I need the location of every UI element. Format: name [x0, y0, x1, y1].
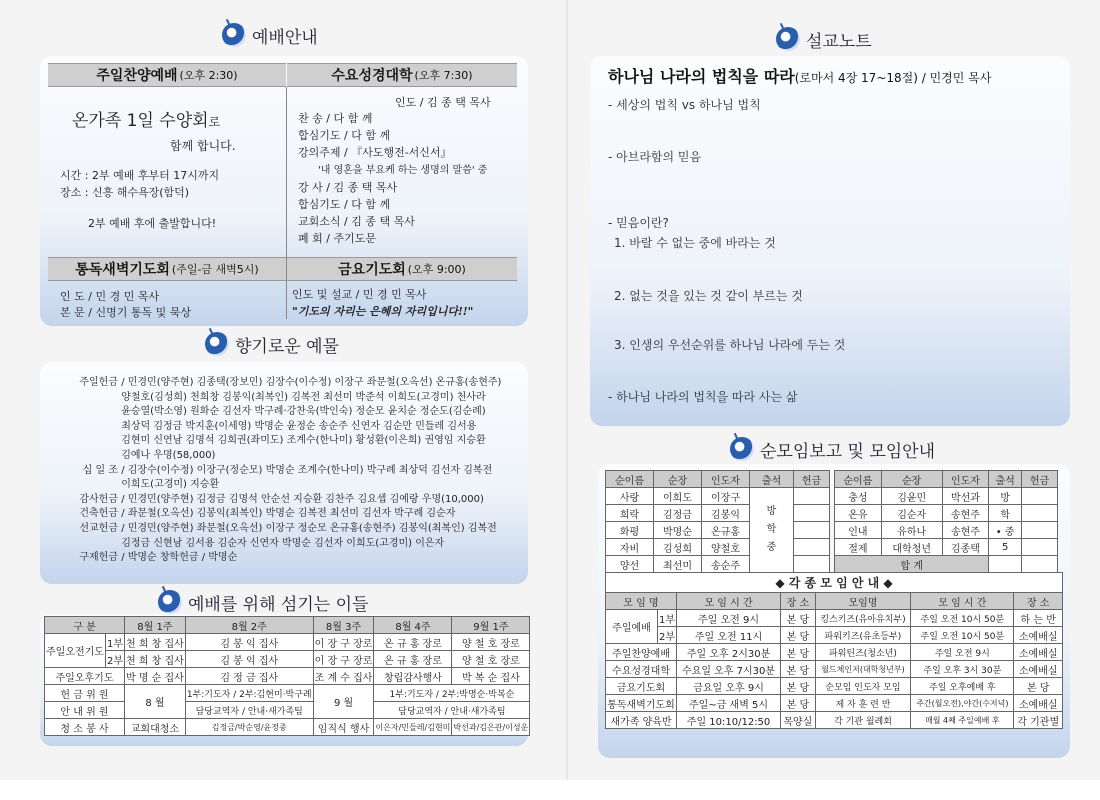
wed-line-0: 인도 / 김 종 택 목사	[395, 96, 491, 109]
table-cell: 목양실	[781, 712, 816, 729]
table-cell: 송현주	[942, 505, 989, 522]
table-cell: 파워키즈(유초등부)	[815, 627, 911, 644]
table-cell: 헌 금 위 원	[45, 685, 125, 702]
table-cell: 주일 오전 9시	[911, 644, 1014, 661]
sermon-heading	[776, 26, 872, 52]
table-cell: • 중	[989, 522, 1022, 539]
table-row	[606, 678, 1063, 695]
table-cell: 1부:기도자 / 2부:박명순·박복순	[374, 685, 530, 702]
table-cell: 새가족 양육반	[606, 712, 677, 729]
table-cell	[794, 488, 830, 505]
offering-heading	[205, 331, 339, 357]
table-cell: 김 정 금 집사	[185, 668, 313, 685]
wed-line-7: 교회소식 / 김 종 택 목사	[298, 215, 415, 228]
table-cell: 주일오후기도	[45, 668, 125, 685]
table-cell: 김종택	[942, 539, 989, 556]
table-cell	[794, 556, 830, 573]
table-cell: 안 내 위 원	[45, 702, 125, 719]
table-cell: 주일 오후 2시30분	[677, 644, 781, 661]
table-cell: 이은자/민들레/김현미	[374, 719, 452, 736]
table-cell: 온규홍	[702, 522, 750, 539]
offering-row: 윤승열(박소영) 원화순 김선자 박구례·강찬욱(박인숙) 정순모 윤치순 정순도(김순례)	[121, 406, 486, 418]
sermon-point: - 하나님 나라의 법칙을 따라 사는 삶	[608, 390, 798, 404]
table-cell: 주일 오전 10시 50분	[911, 627, 1014, 644]
table-cell: 절제	[835, 539, 882, 556]
dawn-line-0: 인 도 / 민 경 민 목사	[60, 290, 160, 303]
offering-row: 양철호(김성희) 천희창 김봉익(최복인) 김복전 최선미 박준석 이희도(고경미) 천사라	[121, 391, 486, 403]
table-cell: 유하나	[881, 522, 942, 539]
offering-row: 주일헌금 / 민경민(양주현) 김종택(장보민) 김장수(이수정) 이장구 좌문철(오옥선) 온규홍(송현주)	[79, 377, 502, 388]
table-row	[45, 702, 530, 719]
sermon-point: - 세상의 법칙 vs 하나님 법칙	[608, 98, 761, 112]
table-cell: 청 소 봉 사	[45, 719, 125, 736]
table-cell: 천 희 창 집사	[125, 634, 186, 651]
table-cell: 방	[989, 488, 1022, 505]
table-cell: 소예배실	[1014, 661, 1063, 678]
table-cell: 사랑	[606, 488, 654, 505]
friday-title: 금요기도회	[338, 262, 406, 278]
table-cell: 제 자 훈 련 반	[815, 695, 911, 712]
table-cell: 김 봉 익 집사	[185, 634, 313, 651]
sermon-point: - 믿음이란?	[608, 216, 669, 230]
friday-time: (오후 9:00)	[407, 263, 466, 276]
table-row	[606, 505, 830, 522]
table-cell: 8 월	[125, 685, 186, 719]
table-cell: 주일 오전 9시	[677, 610, 781, 627]
table-row	[606, 556, 830, 573]
table-row	[835, 471, 1058, 488]
worship-heading-text: 예배안내	[252, 27, 318, 48]
dawn-line-1: 본 문 / 신명기 통독 및 묵상	[60, 306, 191, 319]
table-cell: 온 규 홍 장로	[374, 651, 452, 668]
table-header: 모 임 시 간	[911, 593, 1014, 610]
table-header: 8월 2주	[185, 617, 313, 634]
offering-heading-text: 향기로운 예물	[235, 336, 339, 357]
offering-row: 김예나 우명(58,000)	[121, 449, 216, 461]
offering-row: 이희도(고경미) 지승환	[121, 479, 220, 491]
servers-heading-text: 예배를 위해 섬기는 이들	[188, 594, 369, 615]
table-row	[606, 522, 830, 539]
table-cell: 주일 오전 10시 50분	[911, 610, 1014, 627]
table-cell: 주일~금 새벽 5시	[677, 695, 781, 712]
table-cell: 이장구	[702, 488, 750, 505]
table-header: 헌금	[794, 471, 830, 488]
table-header: 순장	[881, 471, 942, 488]
table-cell: 김윤민	[881, 488, 942, 505]
table-row	[606, 712, 1063, 729]
table-cell: 금요기도회	[606, 678, 677, 695]
table-cell	[989, 556, 1022, 573]
table-cell: 양 철 호 장로	[452, 651, 530, 668]
offering-row: 선교헌금 / 민경민(양주현) 좌문철(오옥선) 이장구 정순모 온규홍(송현주) 김봉익(최복인) 김복전	[79, 522, 497, 534]
table-cell: 본 당	[781, 661, 816, 678]
dawn-time: (주일-금 새벽5시)	[171, 263, 259, 276]
lightbulb-icon	[222, 23, 246, 47]
lightbulb-icon	[205, 332, 229, 356]
table-header: 출석	[989, 471, 1022, 488]
table-cell	[794, 505, 830, 522]
worship-divider	[286, 87, 287, 319]
table-cell: 2부	[658, 627, 677, 644]
dawn-header	[48, 257, 286, 281]
table-row	[606, 661, 1063, 678]
table-cell: 주일오전기도	[45, 634, 106, 668]
table-cell: 순모임 인도자 모임	[815, 678, 911, 695]
sermon-point: - 아브라함의 믿음	[608, 150, 702, 164]
table-cell: 송순주	[702, 556, 750, 573]
table-cell: 이희도	[654, 488, 702, 505]
table-cell: 온유	[835, 505, 882, 522]
sermon-title: 하나님 나라의 법칙을 따라(로마서 4장 17~18절) / 민경민 목사	[608, 67, 992, 86]
table-cell: 창립감사행사	[374, 668, 452, 685]
table-cell: 박명순	[654, 522, 702, 539]
table-row	[606, 488, 830, 505]
table-cell: 박선과/김은관/이성운	[452, 719, 530, 736]
table-cell: 온 규 홍 장로	[374, 634, 452, 651]
table-cell: 주일찬양예배	[606, 644, 677, 661]
table-cell: 1부:기도자 / 2부:김현미·박구례	[185, 685, 313, 702]
table-cell: 박선과	[942, 488, 989, 505]
table-cell: 소예배실	[1014, 644, 1063, 661]
table-cell: 주간(월오전),야간(수저녁)	[911, 695, 1014, 712]
table-cell: 주일예배	[606, 610, 658, 644]
friday-header	[287, 257, 517, 281]
wed-line-5: 강 사 / 김 종 택 목사	[298, 181, 398, 194]
sermon-point: 1. 바랄 수 없는 중에 바라는 것	[614, 236, 776, 250]
table-cell: 킹스키즈(유아유치부)	[815, 610, 911, 627]
cells-heading-text: 순모임보고 및 모임안내	[760, 441, 936, 462]
table-header: 장 소	[1014, 593, 1063, 610]
servers-heading	[158, 589, 368, 615]
table-header: 8월 1주	[125, 617, 186, 634]
lightbulb-icon	[158, 590, 182, 614]
sunday-choir-time: (오후 2:30)	[179, 69, 238, 82]
table-header: 순이름	[606, 471, 654, 488]
wed-line-3: 강의주제 / 『사도행전-서신서』	[298, 146, 452, 159]
table-cell: 본 당	[1014, 678, 1063, 695]
table-cell: 방 학 중	[750, 488, 794, 573]
table-row	[606, 627, 1063, 644]
offering-row: 김정금 신현남 김서용 김순자 신연자 박명순 김선자 이희도(고경미) 이은자	[121, 537, 445, 549]
wed-line-4: '내 영혼을 부요케 하는 생명의 말씀' 중	[318, 165, 488, 176]
table-cell: 천 희 창 집사	[125, 651, 186, 668]
table-cell: 김순자	[881, 505, 942, 522]
offering-row: 최상덕 김정금 박지훈(이세영) 박명순 윤정순 송순주 신연자 김순만 민들레 김서용	[121, 420, 477, 432]
table-cell: 담당교역자 / 안내·새가족팀	[374, 702, 530, 719]
table-cell	[1022, 556, 1058, 573]
table-cell: 매월 4째 주일예배 후	[911, 712, 1014, 729]
sermon-point: 3. 인생의 우선순위를 하나님 나라에 두는 것	[614, 338, 846, 352]
table-row	[45, 685, 530, 702]
retreat-place: 장소 : 신흥 해수욕장(함덕)	[60, 186, 190, 199]
offering-row: 십 일 조 / 김장수(이수정) 이장구(정순모) 박명순 조계수(한나미) 박구례 최상덕 김선자 김복전	[82, 464, 493, 476]
table-cell	[794, 539, 830, 556]
table-cell: 1부	[658, 610, 677, 627]
table-cell	[1022, 488, 1058, 505]
table-header: 8월 4주	[374, 617, 452, 634]
table-header: 인도자	[702, 471, 750, 488]
table-header: 장 소	[781, 593, 816, 610]
table-cell: 9 월	[313, 685, 374, 719]
table-cell: 이 장 구 장로	[313, 651, 374, 668]
table-cell: 본 당	[781, 678, 816, 695]
table-row	[606, 471, 830, 488]
retreat-line2: 함께 합니다.	[170, 139, 236, 153]
table-cell: 화평	[606, 522, 654, 539]
table-cell: 송현주	[942, 522, 989, 539]
table-cell: 조 계 수 집사	[313, 668, 374, 685]
table-row	[835, 556, 1058, 573]
table-header: 순장	[654, 471, 702, 488]
table-cell: 2부	[105, 651, 124, 668]
table-cell: 주일 오후 3시 30분	[911, 661, 1014, 678]
table-cell: 주일 오전 11시	[677, 627, 781, 644]
table-cell: 월드체인저(대학청년부)	[815, 661, 911, 678]
table-cell: 희락	[606, 505, 654, 522]
table-row	[45, 719, 530, 736]
table-header: 순이름	[835, 471, 882, 488]
offering-row: 구제헌금 / 박명순 창학헌금 / 박명순	[79, 552, 238, 564]
cells-table-left	[605, 470, 830, 573]
table-row	[835, 539, 1058, 556]
table-cell	[794, 522, 830, 539]
table-cell: 주일 오후예배 후	[911, 678, 1014, 695]
table-cell: 1부	[105, 634, 124, 651]
cells-table-right	[834, 470, 1058, 573]
table-cell: 금요일 오후 9시	[677, 678, 781, 695]
table-cell: 각 기관별	[1014, 712, 1063, 729]
table-row	[45, 651, 530, 668]
bottom-margin	[0, 780, 1100, 800]
friday-line-0: 인도 및 설교 / 민 경 민 목사	[292, 288, 427, 301]
sunday-choir-header	[48, 63, 286, 87]
table-header: 헌금	[1022, 471, 1058, 488]
table-header: 모임명	[815, 593, 911, 610]
table-cell: 대학청년	[881, 539, 942, 556]
table-cell: 김성희	[654, 539, 702, 556]
retreat-title: 온가족 1일 수양회로	[72, 111, 221, 131]
table-cell: 수요성경대학	[606, 661, 677, 678]
wednesday-time: (오후 7:30)	[414, 69, 473, 82]
table-cell: 학	[989, 505, 1022, 522]
fold-divider	[566, 0, 568, 780]
table-row	[606, 695, 1063, 712]
dawn-title: 통독새벽기도회	[75, 262, 170, 278]
wed-line-6: 합심기도 / 다 함 께	[298, 198, 391, 211]
table-cell: 김봉익	[702, 505, 750, 522]
table-cell: 5	[989, 539, 1022, 556]
table-cell: 주일 10:10/12:50	[677, 712, 781, 729]
retreat-depart: 2부 예배 후에 출발합니다!	[88, 217, 217, 230]
table-row	[835, 488, 1058, 505]
offering-row: 감사헌금 / 민경민(양주현) 김정금 김명석 안순선 지승환 김찬주 김요셉 김예랑 우명(10,000)	[79, 493, 484, 505]
sunday-choir-title: 주일찬양예배	[96, 68, 178, 84]
table-cell: 담당교역자 / 안내·새가족팀	[185, 702, 313, 719]
table-header: 인도자	[942, 471, 989, 488]
friday-line-1: "기도의 자리는 은혜의 자리입니다!!"	[292, 305, 474, 318]
sermon-point: 2. 없는 것을 있는 것 같이 부르는 것	[614, 289, 803, 303]
table-row	[606, 610, 1063, 627]
table-cell: 김 봉 익 집사	[185, 651, 313, 668]
table-cell: 충성	[835, 488, 882, 505]
table-cell: 합 계	[835, 556, 989, 573]
table-cell: 수요일 오후 7시30분	[677, 661, 781, 678]
table-cell: 임직식 행사	[313, 719, 374, 736]
table-header: 9월 1주	[452, 617, 530, 634]
wed-line-8: 폐 회 / 주기도문	[298, 232, 376, 245]
offering-row: 김현미 신연남 김명석 김희권(좌미도) 조계수(한나미) 황성환(이은희) 권영임 지승환	[121, 435, 486, 447]
table-header: 모 임 명	[606, 593, 677, 610]
table-cell: 본 당	[781, 695, 816, 712]
wednesday-title: 수요성경대학	[331, 68, 413, 84]
table-cell: 본 당	[781, 627, 816, 644]
table-cell: 최선미	[654, 556, 702, 573]
table-row	[606, 539, 830, 556]
servers-table	[44, 616, 530, 736]
table-cell: 박 명 순 집사	[125, 668, 186, 685]
meetings-table	[605, 572, 1063, 729]
table-cell: 파워틴즈(청소년)	[815, 644, 911, 661]
table-header: 모 임 시 간	[677, 593, 781, 610]
lightbulb-icon	[776, 27, 800, 51]
table-row	[45, 634, 530, 651]
wed-line-2: 합심기도 / 다 함 께	[298, 129, 391, 142]
offering-list	[50, 376, 550, 566]
table-row	[45, 668, 530, 685]
table-cell	[1022, 539, 1058, 556]
worship-heading	[222, 22, 318, 48]
table-cell: 김정금	[654, 505, 702, 522]
table-row	[606, 593, 1063, 610]
table-header: 구 분	[45, 617, 125, 634]
table-cell: 본 당	[781, 610, 816, 627]
table-header: 8월 3주	[313, 617, 374, 634]
table-cell: 이 장 구 장로	[313, 634, 374, 651]
table-cell: 소예배실	[1014, 695, 1063, 712]
offering-row: 건축헌금 / 좌문철(오옥선) 김봉익(최복인) 박명순 김복전 최선미 김선자 박구례 김순자	[79, 508, 456, 520]
table-row	[606, 644, 1063, 661]
table-row	[45, 617, 530, 634]
table-row	[606, 573, 1063, 593]
table-cell: 소예배실	[1014, 627, 1063, 644]
lightbulb-icon	[730, 437, 754, 461]
retreat-time: 시간 : 2부 예배 후부터 17시까지	[60, 169, 220, 182]
table-header: 출석	[750, 471, 794, 488]
wednesday-header	[287, 63, 517, 87]
table-cell: 본 당	[781, 644, 816, 661]
table-cell	[1022, 505, 1058, 522]
table-cell: 박 복 순 집사	[452, 668, 530, 685]
meetings-title: ◆ 각 종 모 임 안 내 ◆	[606, 573, 1063, 593]
table-cell: 각 기관 월례회	[815, 712, 911, 729]
table-cell: 양철호	[702, 539, 750, 556]
table-cell: 양 철 호 장로	[452, 634, 530, 651]
table-row	[835, 522, 1058, 539]
table-cell: 하 는 반	[1014, 610, 1063, 627]
table-cell	[1022, 522, 1058, 539]
table-cell: 인내	[835, 522, 882, 539]
wed-line-1: 찬 송 / 다 함 께	[298, 112, 373, 125]
sermon-heading-text: 설교노트	[806, 31, 872, 52]
table-row	[835, 505, 1058, 522]
cells-heading	[730, 436, 935, 462]
table-cell: 통독새벽기도회	[606, 695, 677, 712]
table-cell: 자비	[606, 539, 654, 556]
table-cell: 김정금/박순영/윤정중	[185, 719, 313, 736]
table-cell: 교회대청소	[125, 719, 186, 736]
table-cell: 양선	[606, 556, 654, 573]
